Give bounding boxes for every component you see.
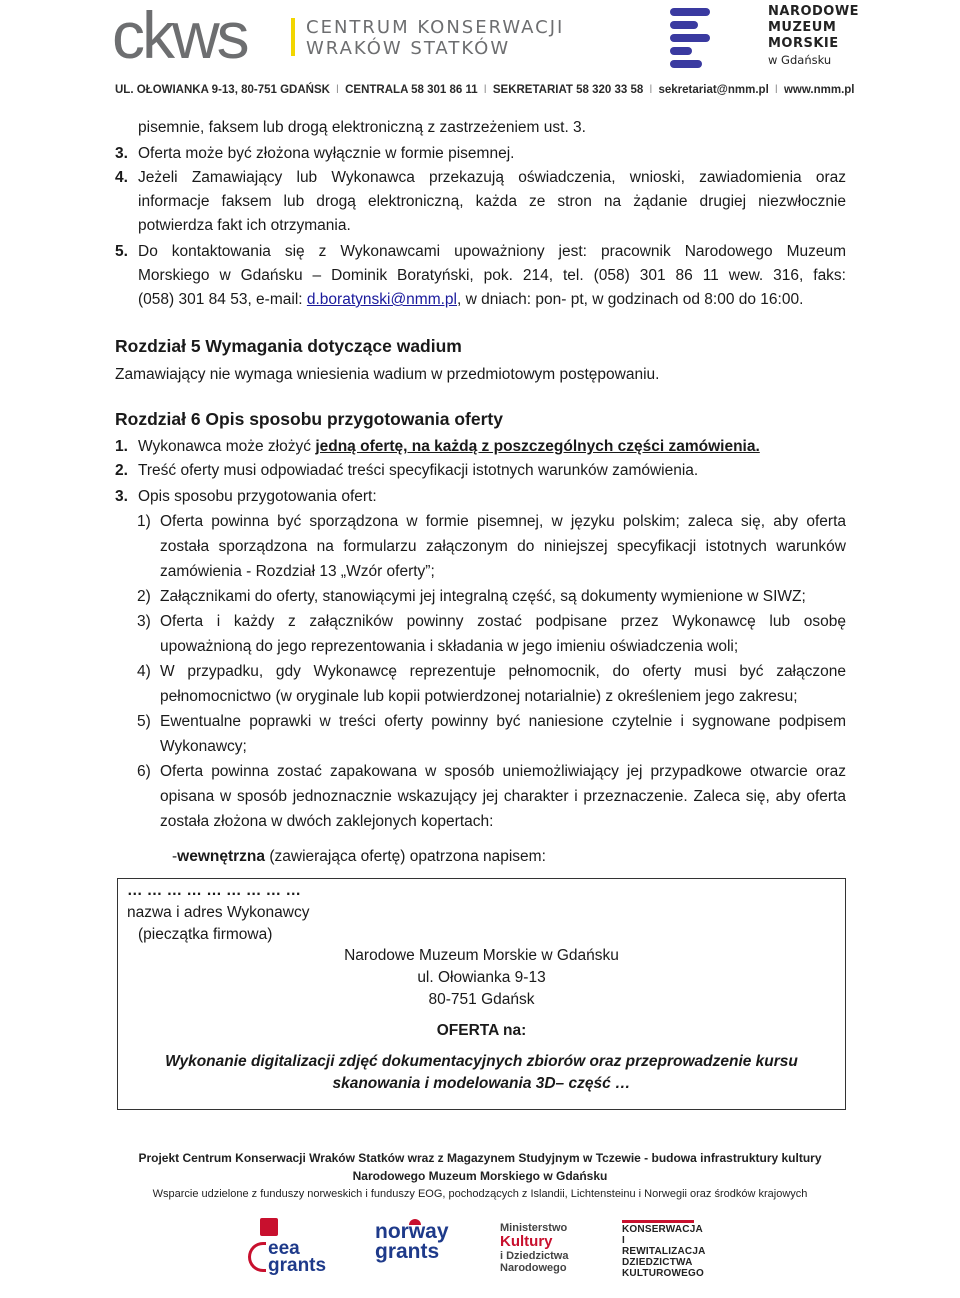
nmm-logo-line: w Gdańsku [768, 53, 832, 67]
sublist-number: 1) [137, 513, 151, 530]
heritage-line: KONSERWACJA [622, 1224, 703, 1235]
nmm-logo-line: MUZEUM [768, 20, 837, 35]
heritage-text [622, 1224, 706, 1279]
paragraph-line: informacje faksem lub drogą elektroniczną, każda ze stron na żądanie drugiej niezwłocznie [138, 193, 846, 210]
footer-museum-line: Narodowego Muzeum Morskiego w Gdańsku [352, 1169, 608, 1183]
paragraph-line: Ewentualne poprawki w treści oferty powinny być naniesione czytelnie i sygnowane podpisem [160, 713, 846, 730]
address-line: 80-751 Gdańsk [428, 991, 535, 1008]
nmm-logo-text [768, 4, 859, 68]
contact-address: UL. OŁOWIANKA 9-13, 80-751 GDAŃSK [115, 84, 330, 96]
paragraph-line [138, 290, 803, 310]
address-line: ul. Ołowianka 9-13 [417, 969, 546, 986]
sublist-number: 3) [137, 613, 151, 630]
offer-subject: Wykonanie digitalizacji zdjęć dokumentacyjnych zbiorów oraz przeprowadzenie kursu [165, 1053, 798, 1070]
nmm-logo-mark [670, 8, 754, 68]
paragraph-line [172, 847, 546, 867]
paragraph-line: pisemnie, faksem lub drogą elektroniczną z zastrzeżeniem ust. 3. [138, 119, 586, 136]
paragraph-line: Oferta i każdy z załączników powinny zostać podpisane przez Wykonawcę lub osobę [160, 613, 846, 630]
paragraph-line: opisana w sposób jednoznacznie wskazujący jej charakter i przeznaczenie. Zaleca się, aby oferta [160, 788, 846, 805]
eea-grants-logo [246, 1218, 326, 1276]
contact-sekretariat: SEKRETARIAT 58 320 33 58 [492, 84, 644, 96]
email-link[interactable]: d.boratynski@nmm.pl [306, 291, 457, 308]
ministry-line: Kultury [500, 1233, 553, 1250]
letterhead [0, 0, 960, 110]
section-heading: Rozdział 6 Opis sposobu przygotowania oferty [115, 409, 503, 429]
text: - [172, 848, 178, 865]
heritage-programme-logo [622, 1218, 706, 1279]
paragraph-line: Oferta powinna zostać zapakowana w sposób uniemożliwiający jej przypadkowe otwarcie oraz [160, 763, 846, 780]
heritage-line: DZIEDZICTWA [622, 1257, 693, 1268]
list-number: 2. [115, 462, 128, 479]
section-heading: Rozdział 5 Wymagania dotyczące wadium [115, 336, 462, 356]
offer-subject: skanowania i modelowania 3D– część … [332, 1075, 631, 1092]
paragraph-line: została sporządzona na formularzu załączonym do niniejszej specyfikacji istotnych warunków [160, 538, 846, 555]
paragraph-line: Oferta może być złożona wyłącznie w formie pisemnej. [138, 145, 515, 162]
emphasis: wewnętrzna [177, 848, 266, 865]
paragraph-line: pełnomocnictwo (w oryginale lub kopii potwierdzonej notarialnie) z określeniem jego zakresu; [160, 688, 798, 705]
paragraph-line: Opis sposobu przygotowania ofert: [138, 488, 377, 505]
paragraph-line: Treść oferty musi odpowiadać treści specyfikacji istotnych warunków zamówienia. [138, 462, 699, 479]
ministry-line: Ministerstwo [500, 1222, 568, 1234]
paragraph-line: została złożona w dwóch zaklejonych kopertach: [160, 813, 494, 830]
paragraph-line: upoważnioną do jego reprezentowania i składania w jego imieniu oświadczenia woli; [160, 638, 739, 655]
text: (zawierająca ofertę) opatrzona napisem: [265, 848, 546, 865]
separator: I [483, 84, 487, 96]
ministry-line: i Dziedzictwa [500, 1250, 569, 1262]
ring-icon [248, 1242, 266, 1272]
nmm-logo-line: MORSKIE [768, 36, 839, 51]
separator: I [649, 84, 653, 96]
dots-placeholder: … … … … … … … … … [127, 882, 301, 899]
sublist-number: 4) [137, 663, 151, 680]
contractor-name-label: nazwa i adres Wykonawcy [127, 904, 310, 921]
footer-project-line: Projekt Centrum Konserwacji Wraków Statków wraz z Magazynem Studyjnym w Tczewie - budowa infrastruktury kultury [138, 1151, 822, 1165]
sublist-number: 6) [137, 763, 151, 780]
paragraph-line: Do kontaktowania się z Wykonawcami upoważniony jest: pracownik Narodowego Muzeum [138, 243, 846, 260]
list-number: 3. [115, 145, 128, 162]
heritage-line: KULTUROWEGO [622, 1268, 705, 1279]
logo-bar [622, 1220, 694, 1223]
text: , w dniach: pon- pt, w godzinach od 8:00 do 16:00. [457, 291, 804, 308]
text: (058) 301 84 53, e-mail: [138, 291, 307, 308]
flags-icon [260, 1218, 278, 1236]
offer-heading: OFERTA na: [436, 1022, 527, 1039]
norway-grants-logo [375, 1218, 455, 1276]
emphasis: jedną ofertę, na każdą z poszczególnych części zamówienia. [315, 438, 760, 455]
paragraph-line: Jeżeli Zamawiający lub Wykonawca przekazują oświadczenia, wnioski, zawiadomienia oraz [138, 169, 846, 186]
text: Wykonawca może złożyć [138, 438, 316, 455]
address-line: Narodowe Muzeum Morskie w Gdańsku [344, 947, 619, 964]
list-number: 3. [115, 488, 128, 505]
contact-email[interactable]: sekretariat@nmm.pl [658, 84, 769, 96]
paragraph-line: Morskiego w Gdańsku – Dominik Boratyński, pok. 214, tel. (058) 301 86 11 wew. 316, faks: [138, 267, 846, 284]
ministry-logo [500, 1218, 580, 1276]
heritage-line: I REWITALIZACJA [622, 1235, 706, 1257]
paragraph-line: Wykonawcy; [160, 738, 247, 755]
paragraph-line: Załącznikami do oferty, stanowiącymi jej integralną część, są dokumenty wymienione w SIWZ; [160, 588, 806, 605]
paragraph-line [138, 437, 760, 457]
eea-grants-text: eea grants [268, 1238, 327, 1276]
envelope-label-box [117, 878, 846, 1110]
sponsor-logos [0, 1218, 960, 1278]
footer-support-line: Wsparcie udzielone z funduszy norweskich i funduszy EOG, pochodzących z Islandii, Lichtensteinu i Norwegii oraz środków krajowych [152, 1188, 808, 1200]
ckws-name-line: WRAKÓW STATKÓW [306, 38, 511, 59]
list-number: 1. [115, 438, 128, 455]
ckws-name [306, 17, 564, 59]
stamp-label: (pieczątka firmowa) [138, 926, 273, 943]
sublist-number: 2) [137, 588, 151, 605]
paragraph-line: Oferta powinna być sporządzona w formie pisemnej, w języku polskim; zaleca się, aby oferta [160, 513, 846, 530]
separator: I [774, 84, 778, 96]
separator: I [335, 84, 340, 96]
contact-www[interactable]: www.nmm.pl [783, 84, 855, 96]
list-number: 5. [115, 243, 128, 260]
paragraph-line: Zamawiający nie wymaga wniesienia wadium w przedmiotowym postępowaniu. [115, 366, 660, 383]
ckws-logo-divider [291, 18, 295, 56]
ckws-logo: ckws [112, 0, 247, 72]
contact-centrala: CENTRALA 58 301 86 11 [345, 84, 478, 96]
sublist-number: 5) [137, 713, 151, 730]
nmm-logo-line: NARODOWE [768, 4, 860, 19]
ministry-text [500, 1222, 568, 1274]
contact-line [115, 84, 855, 96]
ckws-name-line: CENTRUM KONSERWACJI [306, 17, 565, 38]
paragraph-line: potwierdza fakt ich otrzymania. [138, 217, 351, 234]
norway-grants-text: norway grants [375, 1220, 449, 1263]
paragraph-line: zamówienia - Rozdział 13 „Wzór oferty”; [160, 563, 435, 580]
ministry-line: Narodowego [500, 1262, 567, 1274]
list-number: 4. [115, 169, 128, 186]
paragraph-line: W przypadku, gdy Wykonawcę reprezentuje pełnomocnik, do oferty musi być załączone [160, 663, 846, 680]
